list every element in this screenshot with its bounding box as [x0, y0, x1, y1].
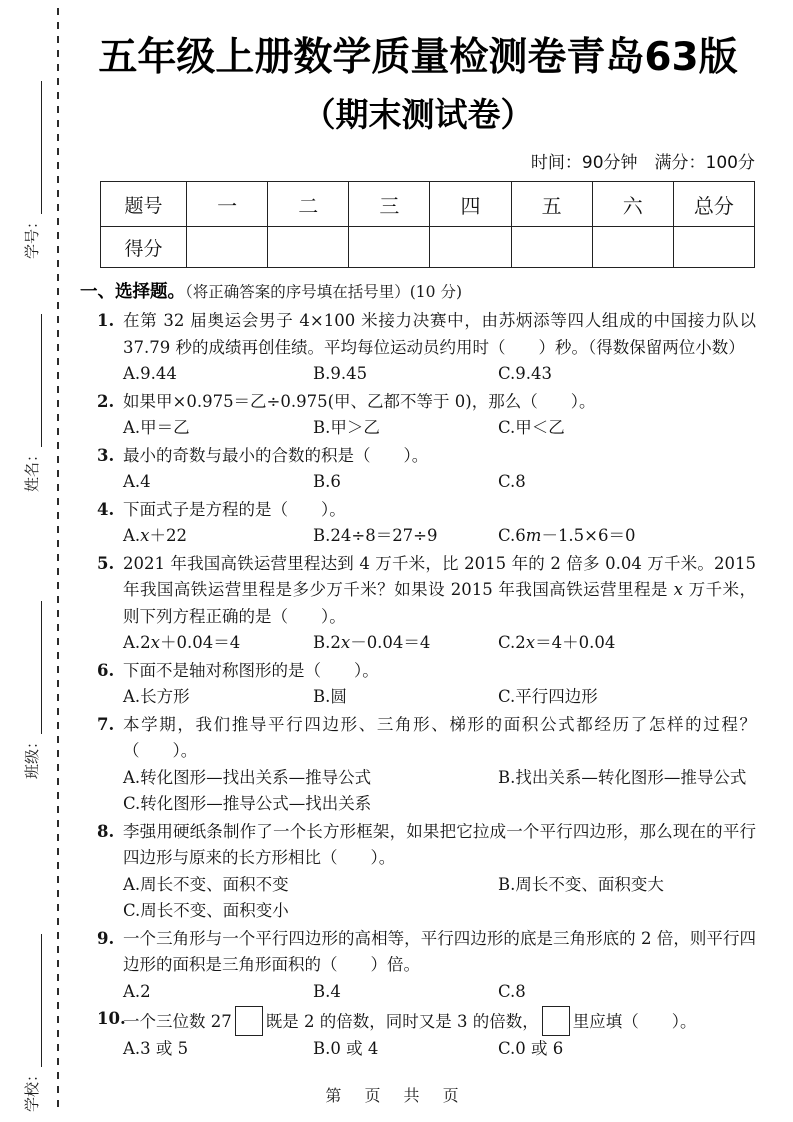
question-number: 6.	[97, 660, 115, 680]
score-table-header-cell: 六	[592, 182, 673, 227]
school-label: 学校：	[23, 1066, 41, 1112]
question-text: 在第 32 届奥运会男子 4×100 米接力决赛中，由苏炳添等四人组成的中国接力队以 37.79 秒的成绩再创佳绩。平均每位运动员约用时（ ）秒。（得数保留两位小数）	[123, 311, 756, 357]
question-item	[80, 308, 756, 388]
score-cell-empty	[268, 227, 349, 268]
option-c: C.平行四边形	[498, 687, 598, 707]
exam-paper	[80, 34, 756, 1064]
option-a: A.转化图形—找出关系—推导公式	[123, 767, 372, 787]
score-row-label: 得分	[101, 227, 187, 268]
score-table-header-cell: 三	[349, 182, 430, 227]
option-c: C.6m－1.5×6＝0	[498, 526, 636, 546]
question-item	[80, 443, 756, 496]
option-c: C.周长不变、面积变小	[123, 901, 289, 921]
question-item	[80, 658, 756, 711]
section-one-title: 一、选择题。	[80, 282, 185, 303]
question-number: 4.	[97, 499, 115, 519]
option-b: B.圆	[313, 687, 347, 707]
option-a: A.x＋22	[123, 526, 187, 546]
option-a: A.3 或 5	[123, 1039, 189, 1059]
class-field	[20, 601, 42, 779]
student-name-label: 姓名：	[23, 446, 41, 492]
option-b: B.4	[313, 981, 341, 1001]
score-cell-empty	[187, 227, 268, 268]
score-table-header-cell: 题号	[101, 182, 187, 227]
section-one-header	[80, 279, 756, 305]
score-table-header-cell: 五	[511, 182, 592, 227]
option-c: C.0 或 6	[498, 1039, 564, 1059]
score-table-header-cell: 四	[430, 182, 511, 227]
score-cell-empty	[511, 227, 592, 268]
student-name-blank-line	[41, 314, 42, 447]
option-b: B.找出关系—转化图形—推导公式	[498, 767, 747, 787]
score-table	[100, 181, 755, 268]
section-one-note: （将正确答案的序号填在括号里）(10 分)	[185, 283, 462, 302]
option-a: A.周长不变、面积不变	[123, 874, 289, 894]
options-row	[123, 979, 756, 1006]
question-number: 1.	[97, 311, 115, 331]
question-number: 2.	[97, 391, 115, 411]
question-text: 一个三位数 27 既是 2 的倍数，同时又是 3 的倍数， 里应填（ ）。	[123, 1006, 756, 1036]
options-row	[123, 361, 756, 388]
question-text: 李强用硬纸条制作了一个长方形框架，如果把它拉成一个平行四边形，那么现在的平行四边形与原来的长方形相比（ ）。	[123, 821, 756, 868]
option-a: A.2x＋0.04＝4	[123, 633, 241, 653]
question-number: 3.	[97, 445, 115, 465]
option-b: B.甲＞乙	[313, 418, 380, 438]
question-text: 如果甲×0.975＝乙÷0.975(甲、乙都不等于 0)，那么（ ）。	[123, 391, 596, 411]
page-footer: 第 页 共 页	[325, 1086, 468, 1105]
option-c: C.转化图形—推导公式—找出关系	[123, 794, 372, 814]
question-text: 下面式子是方程的是（ ）。	[123, 499, 346, 519]
options-row	[123, 469, 756, 496]
page-title: 五年级上册数学质量检测卷青岛63版	[98, 35, 738, 80]
option-a: A.9.44	[123, 364, 177, 384]
options-row	[123, 765, 756, 792]
option-c: C.9.43	[498, 364, 553, 384]
options-row	[123, 898, 756, 925]
question-number: 10.	[97, 1009, 126, 1029]
seal-dashed-line	[57, 8, 59, 1110]
question-number: 8.	[97, 821, 115, 841]
student-number-label: 学号：	[23, 213, 41, 259]
question-item	[80, 497, 756, 550]
question-text: 一个三角形与一个平行四边形的高相等，平行四边形的底是三角形底的 2 倍，则平行四边形的面积是三角形面积的（ ）倍。	[123, 928, 756, 975]
question-item	[80, 819, 756, 925]
class-blank-line	[41, 601, 42, 734]
question-item	[80, 926, 756, 1006]
option-a: A.2	[123, 981, 151, 1001]
question-number: 5.	[97, 553, 115, 573]
option-a: A.甲＝乙	[123, 418, 190, 438]
question-item	[80, 1006, 756, 1063]
score-cell-empty	[349, 227, 430, 268]
score-table-header-cell: 总分	[673, 182, 754, 227]
answer-box	[235, 1006, 263, 1036]
questions-list	[80, 308, 756, 1063]
option-b: B.9.45	[313, 364, 368, 384]
score-table-header-cell: 二	[268, 182, 349, 227]
option-b: B.2x－0.04＝4	[313, 633, 431, 653]
score-cell-empty	[592, 227, 673, 268]
question-item	[80, 389, 756, 442]
question-text: 本学期，我们推导平行四边形、三角形、梯形的面积公式都经历了怎样的过程？（ ）。	[123, 714, 756, 761]
option-b: B.0 或 4	[313, 1039, 379, 1059]
time-and-score-info: 时间：90分钟 满分：100分	[530, 153, 755, 174]
school-blank-line	[41, 934, 42, 1067]
score-cell-empty	[430, 227, 511, 268]
option-b: B.24÷8＝27÷9	[313, 526, 438, 546]
student-name-field	[20, 314, 42, 492]
class-label: 班级：	[23, 733, 41, 779]
options-row	[123, 684, 756, 711]
question-text: 下面不是轴对称图形的是（ ）。	[123, 660, 379, 680]
option-a: A.长方形	[123, 687, 190, 707]
score-cell-empty	[673, 227, 754, 268]
option-c: C.8	[498, 472, 526, 492]
options-row	[123, 791, 756, 818]
student-number-blank-line	[41, 81, 42, 214]
question-item	[80, 551, 756, 657]
score-table-score-row	[101, 227, 755, 268]
student-number-field	[20, 81, 42, 259]
question-text: 2021 年我国高铁运营里程达到 4 万千米，比 2015 年的 2 倍多 0.04 万千米。2015 年我国高铁运营里程是多少万千米？如果设 2015 年我国高铁运营里程是 x 万千米，则下列方程正确的是（ ）。	[123, 553, 756, 626]
options-row	[123, 415, 756, 442]
score-table-header-row	[101, 182, 755, 227]
question-number: 7.	[97, 714, 115, 734]
question-item	[80, 712, 756, 818]
options-row	[123, 630, 756, 657]
page-subtitle: （期末测试卷）	[302, 94, 534, 134]
option-c: C.甲＜乙	[498, 418, 565, 438]
option-b: B.周长不变、面积变大	[498, 874, 664, 894]
score-table-header-cell: 一	[187, 182, 268, 227]
option-b: B.6	[313, 472, 341, 492]
answer-box	[542, 1006, 570, 1036]
options-row	[123, 1036, 756, 1063]
options-row	[123, 872, 756, 899]
option-c: C.8	[498, 981, 526, 1001]
options-row	[123, 523, 756, 550]
question-text: 最小的奇数与最小的合数的积是（ ）。	[123, 445, 429, 465]
option-a: A.4	[123, 472, 151, 492]
option-c: C.2x＝4＋0.04	[498, 633, 616, 653]
question-number: 9.	[97, 928, 115, 948]
